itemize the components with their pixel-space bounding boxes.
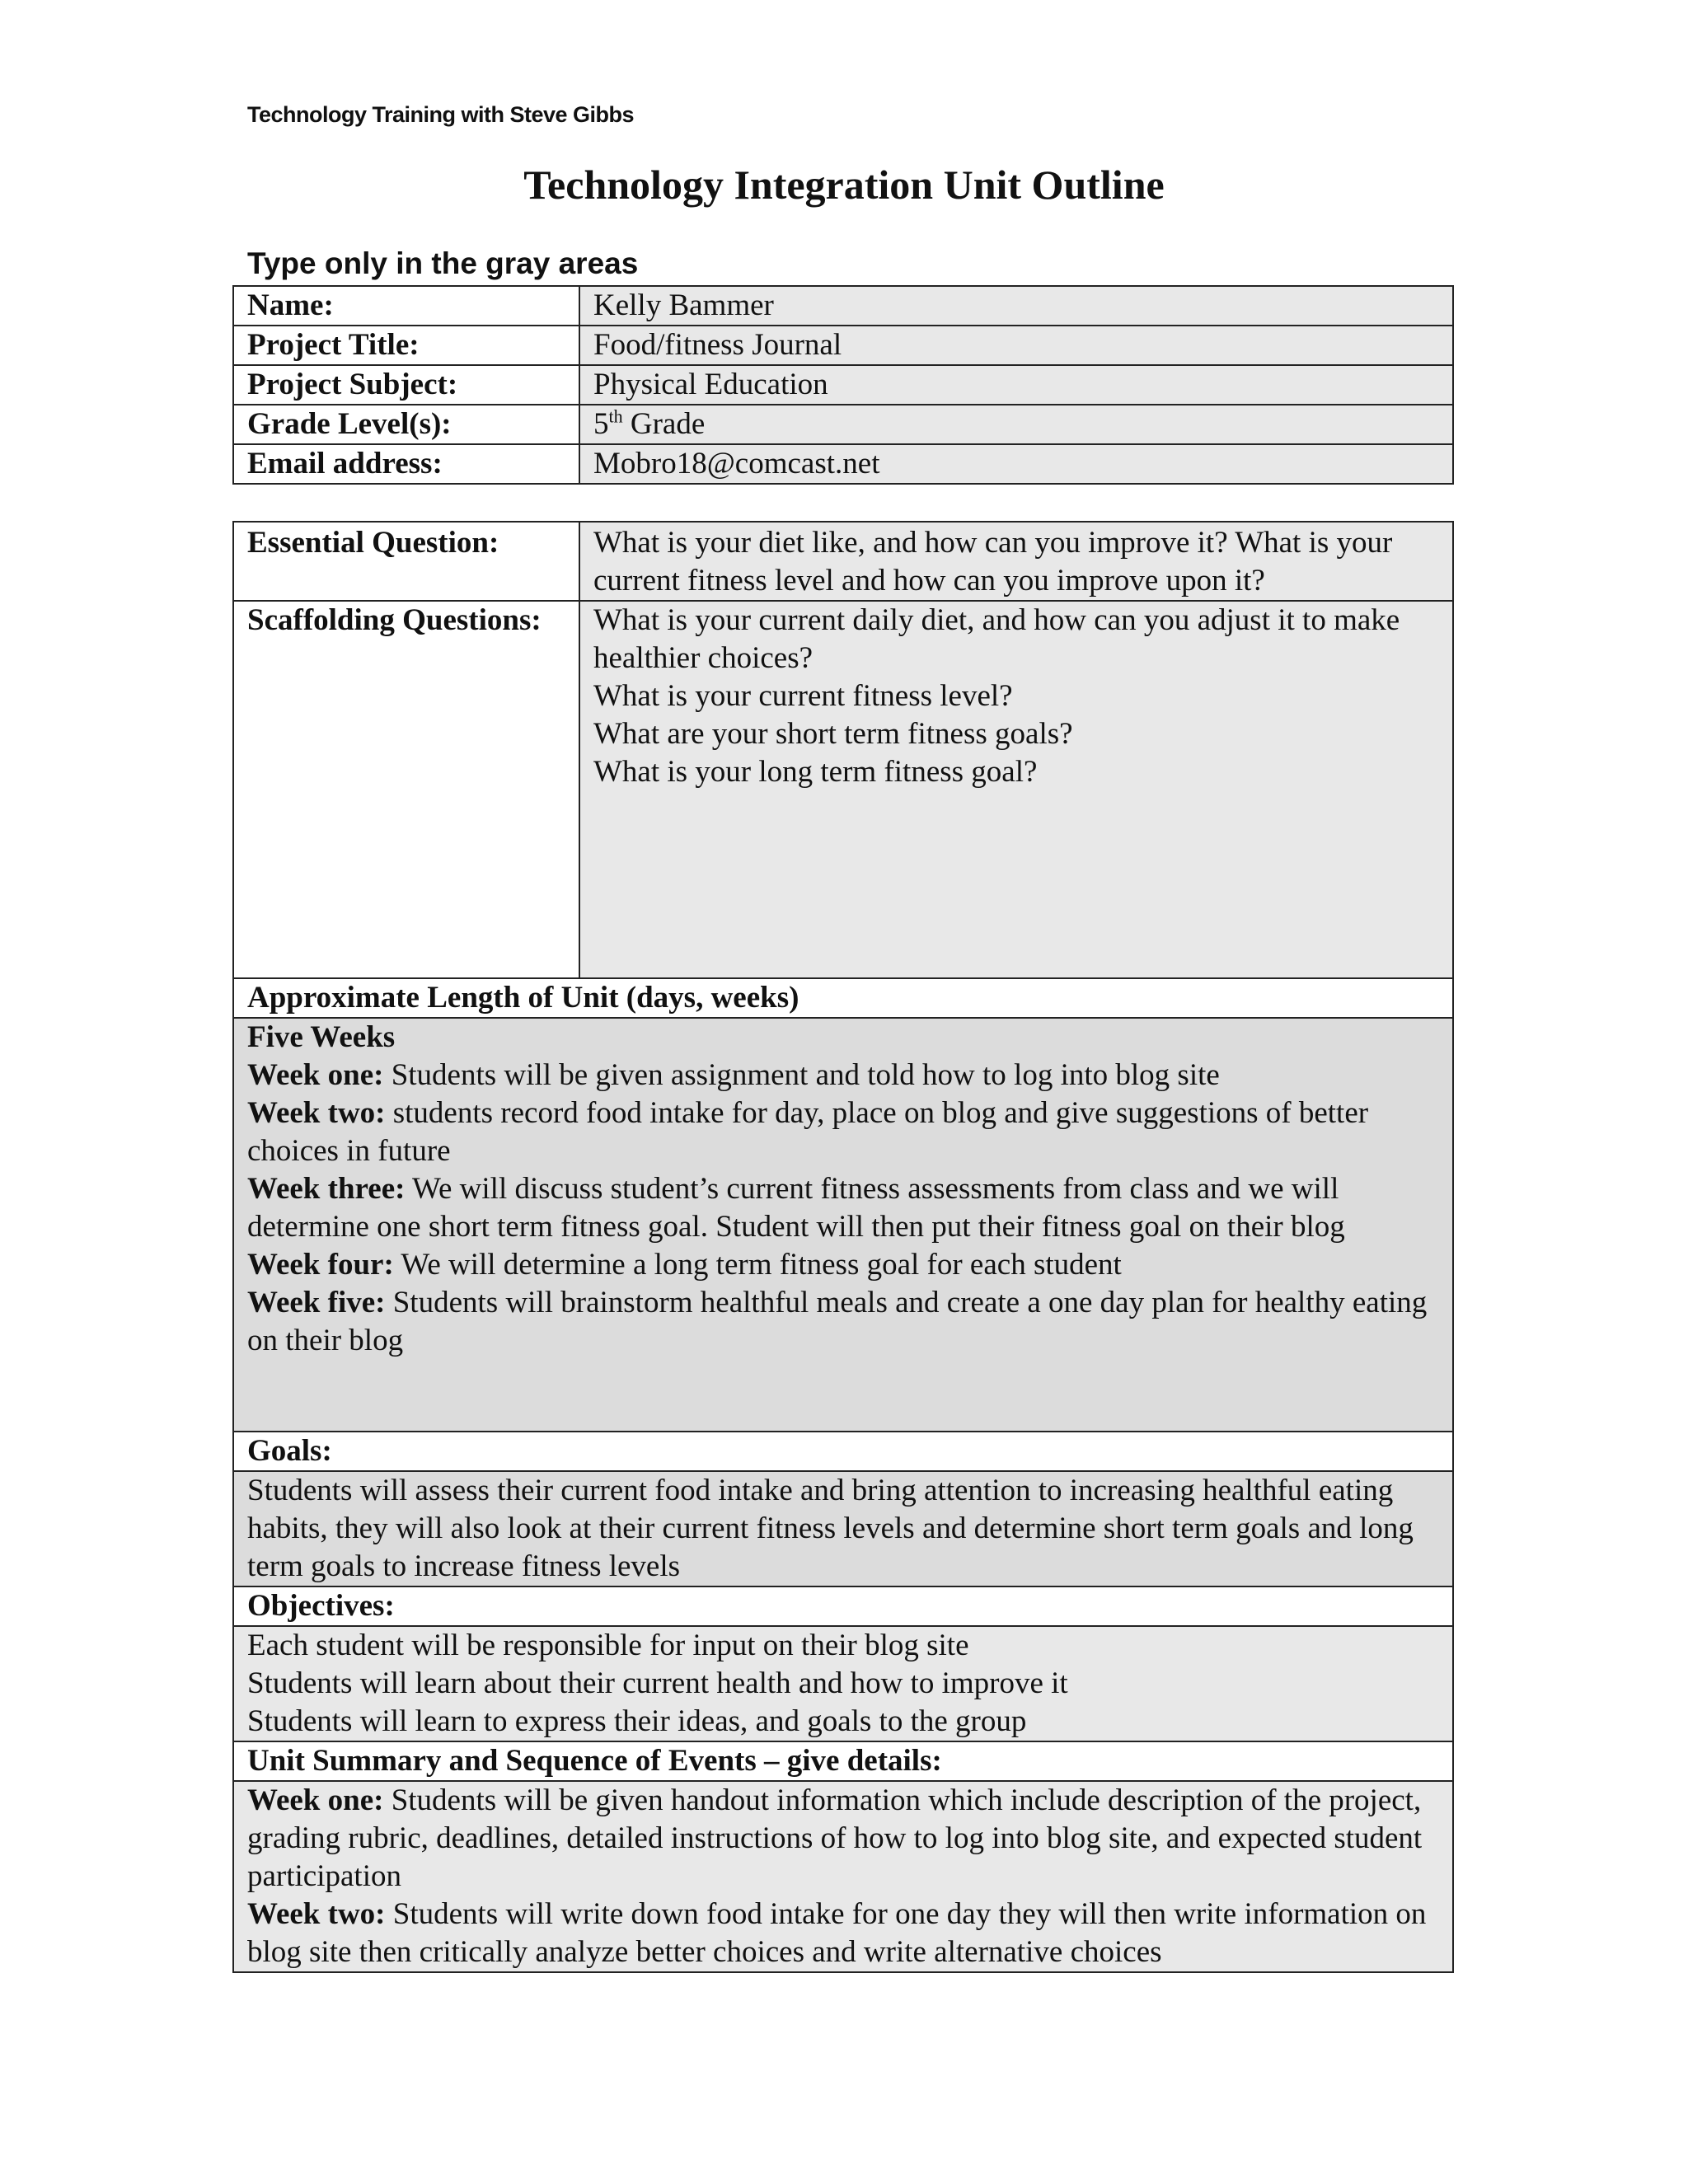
scaffolding-questions-label: Scaffolding Questions: [233,601,579,978]
email-label: Email address: [233,444,579,484]
table-row [233,1586,1453,1626]
unit-table [232,521,1454,1973]
week-entry: Week two: Students will write down food intake for one day they will then write information on blog site then critically analyze better choices and write alternative choices [247,1897,1427,1969]
essential-question-label: Essential Question: [233,522,579,601]
unit-length-label: Approximate Length of Unit (days, weeks) [233,978,1453,1018]
table-row [233,1432,1453,1471]
unit-length-field[interactable] [233,1018,1453,1432]
name-label: Name: [233,286,579,326]
objectives-label: Objectives: [233,1586,1453,1626]
table-row [233,1626,1453,1741]
grade-number: 5 [593,407,609,441]
table-row [233,444,1453,484]
grade-level-field[interactable] [579,405,1453,444]
week-entry: Week three: We will discuss student’s current fitness assessments from class and we will determine one short term fitness goal. Student will then put their fitness goal on their blog [247,1172,1345,1244]
table-row [233,978,1453,1018]
header-note: Technology Training with Steve Gibbs [247,102,635,127]
grade-suffix: th [608,405,623,427]
project-title-field[interactable]: Food/fitness Journal [579,326,1453,365]
week-entry: Week four: We will determine a long term fitness goal for each student [247,1248,1122,1282]
table-row [233,522,1453,601]
table-row [233,1781,1453,1972]
table-row [233,365,1453,405]
goals-label: Goals: [233,1432,1453,1471]
table-row [233,405,1453,444]
project-subject-label: Project Subject: [233,365,579,405]
goals-field[interactable]: Students will assess their current food intake and bring attention to increasing healthful eating habits, they will also look at their current fitness levels and determine short term goals and long term goals to increase fitness levels [233,1471,1453,1586]
week-entry: Week one: Students will be given assignment and told how to log into blog site [247,1058,1220,1092]
week-entry: Week five: Students will brainstorm healthful meals and create a one day plan for healthy eating on their blog [247,1286,1428,1357]
unit-summary-label: Unit Summary and Sequence of Events – give details: [233,1741,1453,1781]
email-field[interactable]: Mobro18@comcast.net [579,444,1453,484]
info-table [232,285,1454,485]
name-field[interactable]: Kelly Bammer [579,286,1453,326]
week-entry: Week two: students record food intake for day, place on blog and give suggestions of better choices in future [247,1096,1369,1168]
instruction-text: Type only in the gray areas [247,246,639,280]
project-subject-field[interactable]: Physical Education [579,365,1453,405]
week-entry: Week one: Students will be given handout information which include description of the project, grading rubric, deadlines, detailed instructions of how to log into blog site, and expected student participation [247,1783,1423,1893]
table-row [233,1471,1453,1586]
table-row [233,326,1453,365]
table-row [233,1018,1453,1432]
essential-question-field[interactable]: What is your diet like, and how can you improve it? What is your current fitness level and how can you improve upon it? [579,522,1453,601]
page-title: Technology Integration Unit Outline [523,162,1165,208]
unit-length-heading: Five Weeks [247,1020,396,1054]
table-row [233,601,1453,978]
scaffolding-questions-field[interactable]: What is your current daily diet, and how can you adjust it to make healthier choices? What is your current fitness level? What are your short term fitness goals? What is your long term fitness goal? [579,601,1453,978]
grade-word: Grade [622,407,706,441]
unit-summary-field[interactable] [233,1781,1453,1972]
grade-level-label: Grade Level(s): [233,405,579,444]
project-title-label: Project Title: [233,326,579,365]
table-row [233,286,1453,326]
table-row [233,1741,1453,1781]
objectives-field[interactable]: Each student will be responsible for input on their blog site Students will learn about their current health and how to improve it Students will learn to express their ideas, and goals to the group [233,1626,1453,1741]
